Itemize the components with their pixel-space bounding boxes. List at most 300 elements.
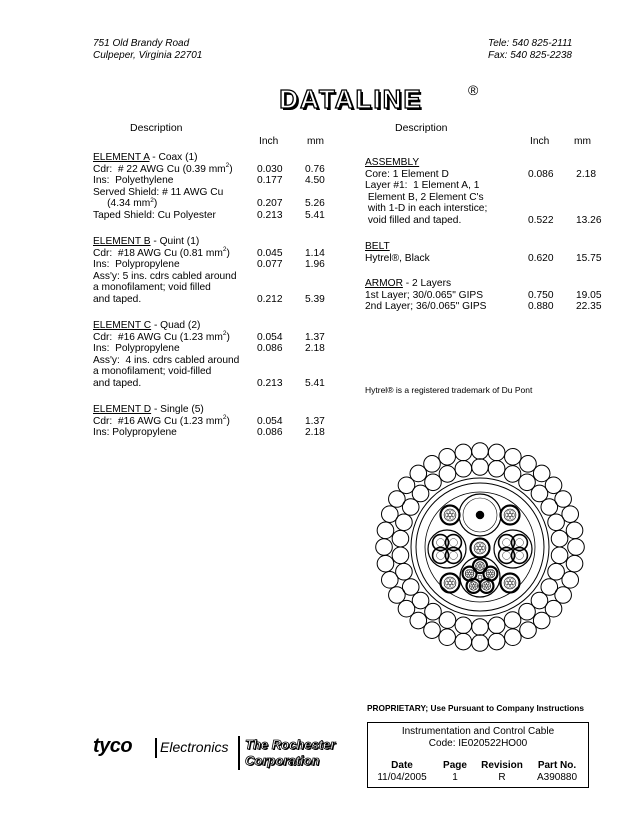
quad-strand — [449, 551, 457, 559]
belt-inner-circle — [416, 483, 544, 611]
spec-row — [365, 180, 600, 192]
strand — [507, 516, 510, 519]
quint-conductor-conductor — [476, 562, 485, 571]
spec-description — [93, 259, 180, 271]
logo-divider-2 — [238, 736, 240, 770]
spec-row — [365, 301, 600, 313]
spec-row — [93, 271, 343, 283]
title-block-date-header: Date — [391, 760, 413, 771]
left-mm-header: mm — [307, 136, 324, 147]
spec-inch-value: 0.045 — [257, 247, 283, 259]
strand — [482, 546, 485, 549]
section-element-b — [93, 236, 343, 306]
spec-row — [365, 169, 600, 181]
armor-wire-outer — [439, 629, 456, 646]
monofilament — [478, 575, 482, 579]
armor-wire-inner — [439, 612, 456, 629]
quad-strand — [503, 551, 511, 559]
spec-row — [93, 416, 343, 428]
quint-conductor-conductor — [486, 569, 495, 578]
spec-inch-value: 0.522 — [528, 214, 554, 226]
quint-conductor-conductor — [482, 582, 491, 591]
armor-wire-inner — [551, 530, 568, 547]
spec-superscript: 2 — [222, 414, 227, 422]
section-title-rest: - Quint (1) — [150, 236, 200, 247]
strand — [488, 575, 490, 577]
spec-mm-value: 2.18 — [305, 427, 325, 439]
spec-inch-value: 0.054 — [257, 415, 283, 427]
coax-center-conductor — [476, 511, 484, 519]
spec-inch-value: 0.086 — [257, 427, 283, 439]
armor-wire-outer — [472, 635, 489, 652]
strand — [480, 567, 482, 569]
quint-conductor-conductor — [465, 569, 474, 578]
spec-description-text: Core: 1 Element D — [365, 168, 449, 180]
section-title — [365, 278, 600, 290]
spec-description-text: a monofilament; void-filled — [93, 366, 212, 378]
spec-inch-value: 0.086 — [528, 168, 554, 180]
quad-strand — [515, 551, 523, 559]
strand — [468, 572, 470, 574]
strand — [512, 581, 515, 584]
spec-row — [365, 290, 600, 302]
core-elements — [428, 494, 532, 597]
armor-wire-inner — [548, 563, 565, 580]
title-block-date-value: 11/04/2005 — [377, 772, 427, 783]
section-assembly — [365, 157, 600, 227]
spec-description — [93, 198, 157, 210]
strand — [466, 572, 468, 574]
quint-element — [460, 557, 500, 597]
spec-inch-value: 0.213 — [257, 209, 283, 221]
title-block-partno-header: Part No. — [537, 760, 577, 771]
spec-inch-value: 0.207 — [257, 198, 283, 210]
cable-cross-section-drawing — [375, 442, 585, 652]
armor-wire-outer — [488, 444, 505, 461]
armor-wire-inner — [504, 466, 521, 483]
strand — [476, 565, 478, 567]
section-title-rest: - Coax (1) — [149, 152, 198, 163]
spec-row — [365, 192, 600, 204]
section-element-d — [93, 404, 343, 439]
strand — [492, 572, 494, 574]
armor-wire-inner — [402, 579, 419, 596]
section-title-underlined: BELT — [365, 241, 390, 252]
address-line-1: 751 Old Brandy Road — [93, 38, 190, 49]
spec-row — [93, 282, 343, 294]
spec-description — [365, 290, 483, 302]
spec-description — [93, 164, 233, 176]
spec-superscript: 2 — [225, 162, 230, 170]
strand — [480, 544, 483, 547]
spec-row — [93, 378, 343, 390]
spec-description-tail: ) — [226, 415, 230, 427]
strand — [467, 575, 469, 577]
spec-row — [93, 366, 343, 378]
quad-element-left — [428, 530, 466, 568]
spec-description-text: Cdr: #18 AWG Cu (0.81 mm — [93, 247, 223, 259]
proprietary-notice: PROPRIETARY; Use Pursuant to Company Instructions — [367, 703, 584, 713]
strand — [450, 511, 453, 514]
strand — [505, 581, 508, 584]
right-inch-header: Inch — [530, 136, 550, 147]
spec-description-tail: ) — [229, 163, 233, 175]
spec-description-tail: ) — [153, 198, 158, 210]
spec-description — [93, 248, 230, 260]
single-element-core-conductor — [474, 542, 486, 554]
spec-mm-value: 5.41 — [305, 377, 325, 389]
spec-description-tail: ) — [226, 247, 230, 259]
single-element — [441, 574, 460, 593]
spec-mm-value: 1.37 — [305, 331, 325, 343]
spec-description-text: Ins: Polyethylene — [93, 175, 174, 187]
armor-wire-outer — [472, 443, 489, 460]
spec-description — [365, 192, 484, 204]
spec-description-text: Ins: Polypropylene — [93, 259, 180, 271]
strand — [472, 585, 474, 587]
section-title — [93, 152, 343, 164]
armor-wire-inner — [392, 547, 409, 564]
section-title-underlined: ELEMENT C — [93, 320, 152, 331]
spec-description-text: Ass'y: 5 ins. cdrs cabled around — [93, 270, 237, 282]
strand — [491, 570, 493, 572]
rochester-logo — [245, 737, 335, 769]
spec-description-text: 2nd Layer; 36/0.065" GIPS — [365, 301, 487, 313]
spec-description-text: 1st Layer; 30/0.065" GIPS — [365, 289, 484, 301]
armor-wire-inner — [396, 514, 413, 531]
spec-description-text: and taped. — [93, 293, 142, 305]
strand — [448, 581, 451, 584]
spec-mm-value: 13.26 — [576, 214, 602, 226]
armor-wire-outer — [505, 448, 522, 465]
spec-row — [365, 253, 600, 265]
armor-wire-inner — [396, 563, 413, 580]
armor-wire-outer — [566, 522, 583, 539]
strand — [447, 584, 450, 587]
section-title-rest: - 2 Layers — [402, 278, 452, 289]
armor-wire-outer — [377, 522, 394, 539]
spec-mm-value: 1.96 — [305, 259, 325, 271]
strand — [470, 585, 472, 587]
fax: Fax: 540 825-2238 — [488, 50, 572, 61]
spec-description-text: with 1-D in each interstice; — [365, 203, 488, 215]
armor-wire-inner — [488, 460, 505, 477]
armor-wire-outer — [455, 633, 472, 650]
strand — [507, 584, 510, 587]
strand — [447, 516, 450, 519]
single-element — [501, 574, 520, 593]
title-block-revision-header: Revision — [481, 760, 523, 771]
strand — [481, 565, 483, 567]
strand — [478, 563, 480, 565]
strand — [483, 585, 485, 587]
spec-inch-value: 0.030 — [257, 163, 283, 175]
strand — [487, 587, 489, 589]
spec-inch-value: 0.750 — [528, 289, 554, 301]
spec-description — [365, 180, 479, 192]
single-element-conductor — [504, 577, 516, 589]
spec-superscript: 2 — [150, 196, 154, 204]
spec-inch-value: 0.212 — [257, 293, 283, 305]
strand — [508, 513, 511, 516]
armor-wire-inner — [455, 460, 472, 477]
armor-wire-outer — [505, 629, 522, 646]
strand — [445, 581, 448, 584]
strand — [475, 585, 477, 587]
armor-wire-outer — [566, 555, 583, 572]
title-block — [367, 722, 589, 788]
strand — [488, 585, 490, 587]
section-title-underlined: ASSEMBLY — [365, 157, 420, 168]
spec-description-text: Ins: Polypropylene — [93, 427, 177, 439]
spec-description-text: (4.34 mm — [93, 198, 151, 210]
armor-wire-outer — [376, 539, 393, 556]
spec-description-text: Layer #1: 1 Element A, 1 — [365, 180, 480, 192]
strand — [479, 565, 481, 567]
trademark-note: Hytrel® is a registered trademark of Du Pont — [365, 385, 533, 395]
strand — [474, 587, 476, 589]
section-element-c — [93, 320, 343, 390]
spec-description — [93, 332, 230, 344]
armor-wire-outer — [424, 456, 441, 473]
title-block-title: Instrumentation and Control Cable — [401, 726, 555, 737]
strand — [512, 513, 515, 516]
armor-wire-outer — [520, 622, 537, 639]
spec-row — [93, 210, 343, 222]
armor-wire-outer — [377, 555, 394, 572]
spec-row — [93, 164, 343, 176]
spec-description — [365, 215, 461, 227]
strand — [478, 546, 481, 549]
section-title-underlined: ARMOR — [365, 278, 403, 289]
title-block-page-value: 1 — [452, 772, 458, 783]
spec-row — [93, 175, 343, 187]
spec-inch-value: 0.077 — [257, 259, 283, 271]
single-element-conductor — [504, 509, 516, 521]
strand — [474, 583, 476, 585]
spec-mm-value: 2.18 — [305, 343, 325, 355]
spec-inch-value: 0.054 — [257, 331, 283, 343]
strand — [452, 581, 455, 584]
strand — [471, 583, 473, 585]
spec-inch-value: 0.880 — [528, 301, 554, 313]
strand — [480, 549, 483, 552]
strand — [510, 584, 513, 587]
spec-inch-value: 0.213 — [257, 377, 283, 389]
strand — [470, 575, 472, 577]
quint-conductor-conductor — [469, 582, 478, 591]
left-description-header: Description — [130, 122, 183, 134]
spec-row — [93, 332, 343, 344]
right-description-header: Description — [395, 122, 448, 134]
armor-wire-outer — [439, 448, 456, 465]
section-armor — [365, 278, 600, 313]
left-inch-header: Inch — [259, 136, 279, 147]
electronics-logo: Electronics — [160, 739, 229, 755]
armor-wire-inner — [541, 499, 558, 516]
armor-wire-inner — [551, 547, 568, 564]
quint-conductor — [463, 567, 477, 581]
spec-description-text: Cdr: # 22 AWG Cu (0.39 mm — [93, 163, 226, 175]
spec-row — [93, 248, 343, 260]
spec-description-text: Hytrel®, Black — [365, 252, 430, 264]
strand — [510, 511, 513, 514]
section-title-rest: - Quad (2) — [151, 320, 201, 331]
spec-description-text: Element B, 2 Element C's — [365, 191, 484, 203]
armor-outer-layer — [376, 443, 585, 652]
spec-description — [93, 282, 211, 294]
armor-wire-inner — [439, 466, 456, 483]
spec-mm-value: 15.75 — [576, 252, 602, 264]
spec-inch-value: 0.620 — [528, 252, 554, 264]
title-block-revision-value: R — [498, 772, 506, 783]
strand — [487, 583, 489, 585]
quad-strand — [437, 539, 445, 547]
spec-mm-value: 22.35 — [576, 301, 602, 313]
spec-description-text: and taped. — [93, 377, 142, 389]
armor-wire-outer — [488, 633, 505, 650]
spec-mm-value: 4.50 — [305, 175, 325, 187]
strand — [485, 585, 487, 587]
spec-description — [365, 203, 487, 215]
spec-row — [93, 343, 343, 355]
strand — [448, 513, 451, 516]
strand — [450, 584, 453, 587]
spec-description — [93, 416, 230, 428]
spec-description — [93, 366, 211, 378]
spec-mm-value: 19.05 — [576, 289, 602, 301]
strand — [505, 513, 508, 516]
section-title-rest: - Single (5) — [151, 404, 204, 415]
spec-description — [93, 427, 177, 439]
spec-row — [365, 215, 600, 227]
armor-wire-inner — [455, 617, 472, 634]
spec-row — [93, 355, 343, 367]
section-title-underlined: ELEMENT D — [93, 404, 152, 415]
spec-description — [93, 355, 239, 367]
strand — [450, 516, 453, 519]
title-block-page-header: Page — [443, 760, 467, 771]
spec-row — [93, 259, 343, 271]
section-title-underlined: ELEMENT B — [93, 236, 151, 247]
spec-description — [93, 175, 173, 187]
spec-inch-value: 0.177 — [257, 175, 283, 187]
spec-mm-value: 2.18 — [576, 168, 596, 180]
spec-description — [93, 343, 180, 355]
strand — [480, 563, 482, 565]
section-element-a — [93, 152, 343, 222]
strand — [478, 567, 480, 569]
section-title — [93, 404, 343, 416]
quad-strand — [449, 539, 457, 547]
strand — [477, 549, 480, 552]
spec-mm-value: 5.39 — [305, 293, 325, 305]
spec-row — [93, 198, 343, 210]
belt-outer-circle — [411, 478, 549, 616]
spec-row — [93, 427, 343, 439]
strand — [447, 511, 450, 514]
single-element — [441, 506, 460, 525]
armor-wire-inner — [392, 530, 409, 547]
spec-description — [365, 301, 486, 313]
spec-description-text: Served Shield: # 11 AWG Cu — [93, 186, 224, 198]
title-block-code: Code: IE020522HO00 — [428, 738, 528, 749]
spec-description-text: Ins: Polypropylene — [93, 343, 180, 355]
armor-wire-outer — [455, 444, 472, 461]
spec-description-text: Taped Shield: Cu Polyester — [93, 209, 216, 221]
spec-row — [365, 203, 600, 215]
strand — [510, 579, 513, 582]
strand — [491, 575, 493, 577]
quad-strand — [437, 551, 445, 559]
logo-divider-1 — [155, 738, 157, 758]
armor-wire-inner — [472, 619, 489, 636]
strand — [445, 513, 448, 516]
section-title — [93, 320, 343, 332]
spec-row — [93, 187, 343, 199]
title-block-partno-value: A390880 — [536, 772, 578, 783]
spec-description — [365, 169, 449, 181]
section-belt — [365, 241, 600, 264]
spec-description — [93, 378, 141, 390]
right-mm-header: mm — [574, 136, 591, 147]
spec-description — [93, 294, 141, 306]
spec-description-text: Ass'y: 4 ins. cdrs cabled around — [93, 354, 240, 366]
rochester-line-1: The Rochester — [245, 737, 336, 752]
spec-description-text: Cdr: #16 AWG Cu (1.23 mm — [93, 415, 223, 427]
dataline-logo: DATALINE — [279, 84, 423, 114]
strand — [467, 570, 469, 572]
spec-description-text: a monofilament; void filled — [93, 282, 211, 294]
section-title — [365, 241, 600, 253]
strand — [450, 579, 453, 582]
strand — [489, 572, 491, 574]
quad-strand — [515, 539, 523, 547]
strand — [507, 579, 510, 582]
single-element-conductor — [444, 509, 456, 521]
strand — [510, 516, 513, 519]
strand — [507, 511, 510, 514]
quad-element-right — [494, 530, 532, 568]
section-title — [365, 157, 600, 169]
armor-wire-inner — [504, 612, 521, 629]
single-element-conductor — [444, 577, 456, 589]
spec-superscript: 2 — [222, 330, 227, 338]
strand — [484, 587, 486, 589]
single-element — [501, 506, 520, 525]
strand — [508, 581, 511, 584]
strand — [470, 570, 472, 572]
section-title-underlined: ELEMENT A — [93, 152, 150, 163]
address-line-2: Culpeper, Virginia 22701 — [93, 50, 203, 61]
spec-mm-value: 1.14 — [305, 247, 325, 259]
spec-mm-value: 1.37 — [305, 415, 325, 427]
armor-wire-inner — [425, 474, 442, 491]
single-element-core — [471, 539, 490, 558]
armor-wire-inner — [548, 514, 565, 531]
armor-wire-inner — [472, 459, 489, 476]
strand — [471, 572, 473, 574]
spec-description-tail: ) — [226, 331, 230, 343]
strand — [475, 546, 478, 549]
spec-description-text: void filled and taped. — [365, 214, 462, 226]
spec-superscript: 2 — [222, 246, 227, 254]
registered-mark: ® — [468, 82, 479, 98]
armor-wire-inner — [488, 617, 505, 634]
strand — [471, 587, 473, 589]
spec-row — [93, 294, 343, 306]
rochester-line-2: Corporation — [245, 753, 320, 768]
